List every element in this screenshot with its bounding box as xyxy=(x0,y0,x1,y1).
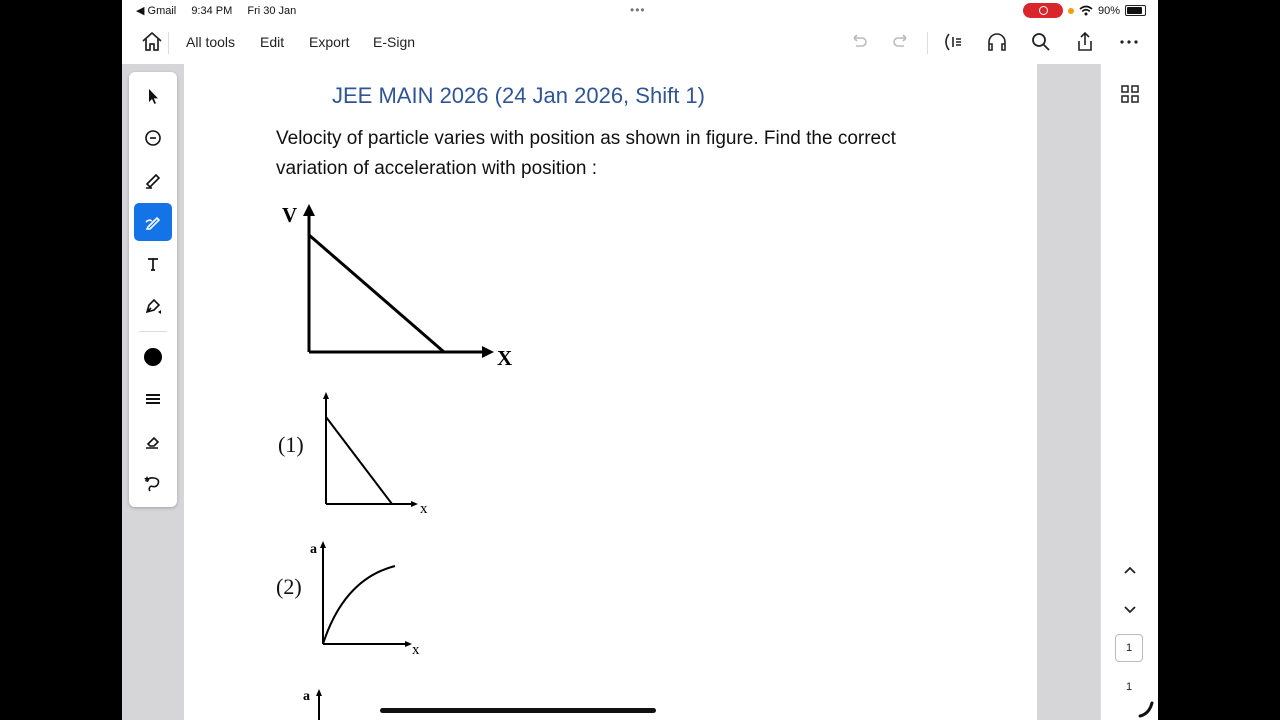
search-icon[interactable] xyxy=(1029,30,1053,54)
comment-tool[interactable] xyxy=(134,119,172,157)
toolbar-divider xyxy=(927,32,928,54)
edit-menu[interactable]: Edit xyxy=(260,34,285,50)
toolbar-divider xyxy=(168,32,169,54)
velocity-position-graph xyxy=(274,200,524,375)
mic-indicator-icon xyxy=(1068,8,1074,14)
option-1-x-label: x xyxy=(420,501,428,517)
question-line: variation of acceleration with position : xyxy=(276,158,598,179)
pen-draw-icon xyxy=(143,212,163,232)
question-text xyxy=(276,124,996,184)
screen-recording-icon[interactable] xyxy=(1023,3,1063,18)
option-2-graph xyxy=(304,534,434,659)
status-time: 9:34 PM xyxy=(191,5,233,17)
option-1-graph xyxy=(314,389,434,519)
arrow-pointer-icon xyxy=(143,86,163,106)
all-tools-menu[interactable]: All tools xyxy=(186,34,236,50)
home-icon[interactable] xyxy=(140,30,164,54)
multitasking-dots[interactable]: ••• xyxy=(630,3,646,17)
ipad-screen xyxy=(122,0,1158,720)
read-aloud-icon[interactable] xyxy=(941,30,965,54)
line-weight-tool[interactable] xyxy=(134,380,172,418)
pdf-page[interactable] xyxy=(184,64,1037,720)
axis-label-x: X xyxy=(497,346,513,370)
home-indicator[interactable] xyxy=(380,708,656,713)
draw-tool[interactable] xyxy=(134,203,172,241)
text-icon xyxy=(143,254,163,274)
headphones-icon[interactable] xyxy=(985,30,1009,54)
line-weight-icon xyxy=(143,389,163,409)
comment-icon xyxy=(143,128,163,148)
document-title: JEE MAIN 2026 (24 Jan 2026, Shift 1) xyxy=(332,83,705,108)
lasso-icon xyxy=(143,473,163,493)
total-pages: 1 xyxy=(1125,681,1133,693)
color-swatch-icon xyxy=(144,348,162,366)
annotation-tools-panel xyxy=(129,72,177,507)
velocity-line xyxy=(309,235,444,352)
tools-divider xyxy=(139,331,167,332)
eraser-icon xyxy=(143,431,163,451)
esign-menu[interactable]: E-Sign xyxy=(373,34,416,50)
back-to-gmail-link[interactable]: ◀ Gmail xyxy=(136,5,177,17)
chevron-up-icon[interactable] xyxy=(1120,560,1140,580)
option-2-y-label: a xyxy=(310,542,317,557)
option-3-graph xyxy=(296,684,356,720)
status-bar xyxy=(122,0,1158,22)
status-date: Fri 30 Jan xyxy=(247,5,297,17)
document-workspace xyxy=(122,64,1158,720)
more-options-icon[interactable] xyxy=(1117,30,1141,54)
redo-icon[interactable] xyxy=(890,30,914,54)
app-toolbar xyxy=(122,22,1158,64)
scroll-handle-icon[interactable] xyxy=(1137,700,1157,718)
color-picker-tool[interactable] xyxy=(134,338,172,376)
battery-percent: 90% xyxy=(1097,4,1120,17)
battery-icon xyxy=(1125,5,1146,16)
question-line: Velocity of particle varies with position as shown in figure. Find the correct xyxy=(276,128,896,149)
option-3-y-label: a xyxy=(303,689,310,704)
axis-label-v: V xyxy=(282,203,298,227)
option-2-label: (2) xyxy=(276,574,302,599)
sign-tool[interactable] xyxy=(134,287,172,325)
fountain-pen-icon xyxy=(143,296,163,316)
eraser-tool[interactable] xyxy=(134,422,172,460)
share-icon[interactable] xyxy=(1073,30,1097,54)
page-thumbnails-icon[interactable] xyxy=(1120,84,1140,104)
option-1-label: (1) xyxy=(278,432,304,457)
current-page-indicator[interactable]: 1 xyxy=(1115,634,1143,662)
select-tool[interactable] xyxy=(134,77,172,115)
wifi-icon xyxy=(1079,5,1093,16)
highlighter-icon xyxy=(143,170,163,190)
lasso-tool[interactable] xyxy=(134,464,172,502)
right-rail xyxy=(1100,64,1158,720)
option-2-x-label: x xyxy=(412,642,420,658)
export-menu[interactable]: Export xyxy=(309,34,350,50)
chevron-down-icon[interactable] xyxy=(1120,599,1140,619)
undo-icon[interactable] xyxy=(846,30,870,54)
text-tool[interactable] xyxy=(134,245,172,283)
highlight-tool[interactable] xyxy=(134,161,172,199)
